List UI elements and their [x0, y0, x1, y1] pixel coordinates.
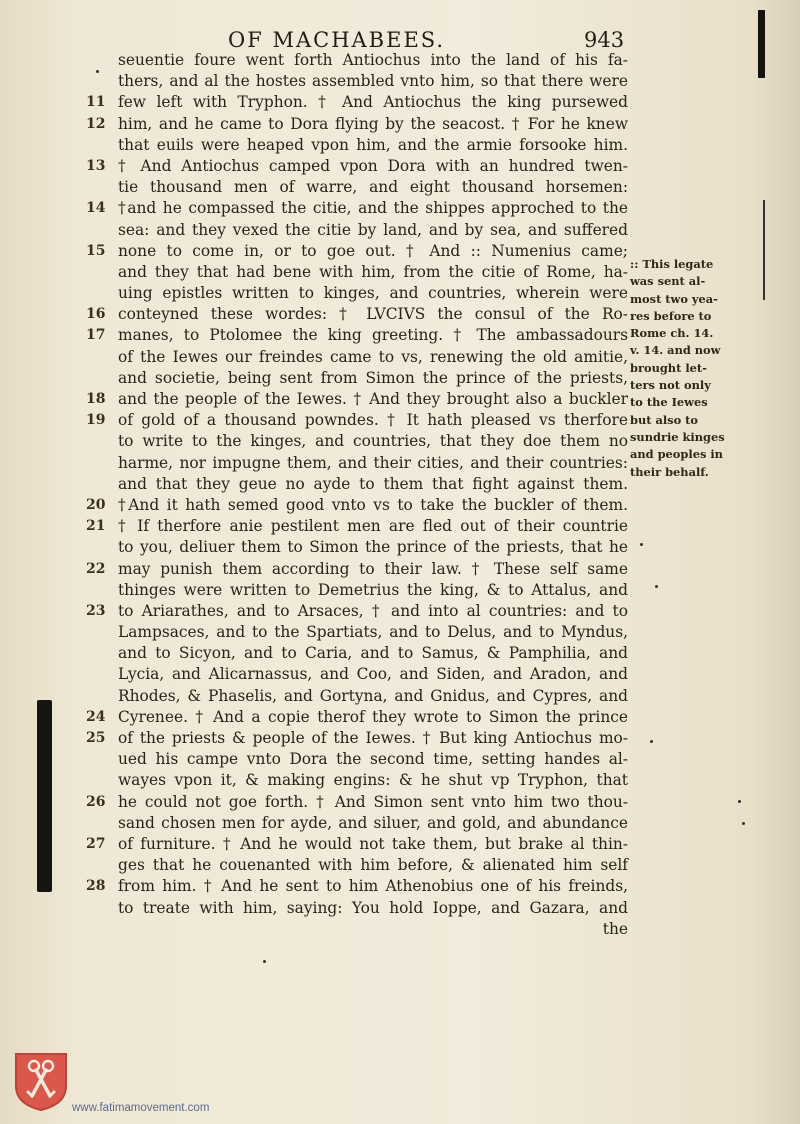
- line-text: seuentie foure went forth Antiochus into the land of his fa-: [118, 51, 628, 69]
- right-margin-rule: [763, 200, 765, 300]
- line-text: Lampsaces, and to the Spartiats, and to Delus, and to Myndus,: [118, 623, 628, 642]
- verse-number: 11: [86, 94, 106, 111]
- margin-note-line: Rome ch. 14.: [630, 326, 714, 341]
- verse-number: 19: [86, 412, 106, 429]
- text-line: [88, 876, 628, 897]
- text-line: [88, 71, 628, 92]
- text-line: [88, 770, 628, 791]
- line-text: of furniture. † And he would not take them, but brake al thin-: [118, 834, 628, 853]
- ink-speck: [742, 822, 745, 825]
- text-line: [88, 919, 628, 940]
- verse-number: 21: [86, 518, 106, 535]
- text-line: [88, 474, 628, 495]
- line-text: ges that he couenanted with him before, & alienated him self: [118, 856, 628, 875]
- text-line: [88, 220, 628, 241]
- line-text: to write to the kinges, and countries, that they doe them no: [118, 432, 628, 451]
- line-text: † If therfore anie pestilent men are fled out of their countrie: [118, 517, 628, 536]
- line-text: to Ariarathes, and to Arsaces, † and into al countries: and to: [118, 601, 628, 620]
- text-line: [88, 198, 628, 219]
- margin-note-line: to the Iewes: [630, 395, 708, 410]
- line-text: sea: and they vexed the citie by land, and by sea, and suffered: [118, 220, 628, 239]
- verse-number: 28: [86, 878, 106, 895]
- margin-note-line: :: This legate: [630, 257, 714, 271]
- margin-note-line: was sent al-: [630, 274, 706, 289]
- verse-number: 13: [86, 157, 106, 174]
- line-text: uing epistles written to kinges, and countries, wherein were: [118, 284, 628, 303]
- text-line: [88, 664, 628, 685]
- text-line: [88, 792, 628, 813]
- line-text: he could not goe forth. † And Simon sent vnto him two thou-: [118, 792, 628, 811]
- verse-number: 17: [86, 327, 106, 344]
- text-line: [88, 368, 628, 389]
- line-text: none to come in, or to goe out. † And :: Numenius came;: [118, 241, 628, 260]
- text-line: [88, 135, 628, 156]
- text-line: [88, 347, 628, 368]
- left-edge-bar: [37, 700, 52, 892]
- ink-speck: [640, 543, 643, 546]
- line-text: and the people of the Iewes. † And they brought also a buckler: [118, 390, 628, 408]
- line-text: wayes vpon it, & making engins: & he shut vp Tryphon, that: [118, 771, 628, 790]
- line-text: to treate with him, saying: You hold Ioppe, and Gazara, and: [118, 898, 628, 917]
- line-text: and they that had bene with him, from the citie of Rome, ha-: [118, 262, 628, 281]
- verse-number: 22: [86, 560, 106, 577]
- text-line: [88, 50, 628, 71]
- margin-note-line: brought let-: [630, 360, 707, 375]
- margin-note-line: and peoples in: [630, 447, 723, 462]
- text-line: [88, 537, 628, 558]
- verse-number: 16: [86, 306, 106, 323]
- line-text: that euils were heaped vpon him, and the armie forsooke him.: [118, 135, 628, 154]
- text-line: [88, 622, 628, 643]
- body-text: [88, 50, 628, 940]
- line-text: thers, and al the hostes assembled vnto him, so that there were: [118, 72, 628, 91]
- text-line: [88, 495, 628, 516]
- logo-shield-icon: [14, 1052, 68, 1112]
- ink-speck: [650, 740, 653, 743]
- line-text: of the priests & people of the Iewes. † But king Antiochus mo-: [118, 729, 628, 747]
- line-text: thinges were written to Demetrius the king, & to Attalus, and: [118, 580, 628, 599]
- ink-speck: [96, 70, 99, 73]
- line-text: † And Antiochus camped vpon Dora with an hundred twen-: [118, 156, 628, 175]
- ink-speck: [738, 800, 741, 803]
- verse-number: 14: [86, 200, 106, 217]
- text-line: [88, 410, 628, 431]
- verse-number: 27: [86, 835, 106, 852]
- line-text: manes, to Ptolomee the king greeting. † The ambassadours: [118, 326, 628, 345]
- text-line: [88, 92, 628, 113]
- line-text: and societie, being sent from Simon the prince of the priests,: [118, 368, 628, 387]
- line-text: of gold of a thousand powndes. † It hath pleased vs therfore: [118, 411, 628, 430]
- line-text: †and he compassed the citie, and the shippes approched to the: [118, 199, 628, 218]
- margin-note-line: res before to: [630, 308, 712, 323]
- ink-speck: [655, 585, 658, 588]
- margin-note-line: sundrie kinges: [630, 429, 725, 444]
- line-text: and that they geue no ayde to them that fight against them.: [118, 474, 628, 493]
- text-line: [88, 325, 628, 346]
- text-line: [88, 728, 628, 749]
- text-line: [88, 262, 628, 283]
- line-text: may punish them according to their law. † These self same: [118, 559, 628, 578]
- margin-note-line: but also to: [630, 412, 699, 427]
- verse-number: 23: [86, 602, 106, 619]
- text-line: [88, 389, 628, 410]
- verse-number: 12: [86, 115, 106, 132]
- text-line: [88, 749, 628, 770]
- text-line: [88, 707, 628, 728]
- line-text: Rhodes, & Phaselis, and Gortyna, and Gnidus, and Cypres, and: [118, 686, 628, 705]
- text-line: [88, 898, 628, 919]
- margin-note-line: v. 14. and now: [630, 343, 721, 358]
- verse-number: 26: [86, 793, 106, 810]
- line-text: from him. † And he sent to him Athenobius one of his freinds,: [118, 877, 628, 896]
- text-line: [88, 855, 628, 876]
- line-text: and to Sicyon, and to Caria, and to Samus, & Pamphilia, and: [118, 644, 628, 663]
- text-line: [88, 516, 628, 537]
- text-line: [88, 156, 628, 177]
- margin-note: [630, 256, 740, 481]
- text-line: [88, 114, 628, 135]
- margin-note-line: ters not only: [630, 378, 711, 393]
- text-line: [88, 304, 628, 325]
- text-line: [88, 601, 628, 622]
- footer-url[interactable]: www.fatimamovement.com: [72, 1102, 210, 1114]
- verse-number: 18: [86, 391, 106, 407]
- text-line: [88, 241, 628, 262]
- margin-note-line: their behalf.: [630, 464, 709, 479]
- text-line: [88, 177, 628, 198]
- line-text: ued his campe vnto Dora the second time, setting handes al-: [118, 750, 628, 769]
- verse-number: 24: [86, 708, 106, 725]
- line-text: few left with Tryphon. † And Antiochus the king pursewed: [118, 93, 628, 112]
- line-text: tie thousand men of warre, and eight thousand horsemen:: [118, 178, 628, 197]
- margin-note-line: most two yea-: [630, 291, 718, 306]
- verse-number: 15: [86, 242, 106, 259]
- text-line: [88, 834, 628, 855]
- line-text: him, and he came to Dora flying by the seacost. † For he knew: [118, 114, 628, 133]
- line-text: †And it hath semed good vnto vs to take the buckler of them.: [118, 495, 628, 514]
- text-line: [88, 453, 628, 474]
- text-line: [88, 643, 628, 664]
- line-text: to you, deliuer them to Simon the prince of the priests, that he: [118, 538, 628, 557]
- page-number: 943: [584, 28, 625, 52]
- text-line: [88, 431, 628, 452]
- line-text: the: [602, 919, 628, 938]
- line-text: of the Iewes our freindes came to vs, renewing the old amitie,: [118, 347, 628, 366]
- line-text: conteyned these wordes: † LVCIVS the consul of the Ro-: [118, 305, 628, 324]
- text-line: [88, 686, 628, 707]
- line-text: harme, nor impugne them, and their cities, and their countries:: [118, 453, 628, 472]
- line-text: Lycia, and Alicarnassus, and Coo, and Siden, and Aradon, and: [118, 665, 628, 684]
- text-line: [88, 559, 628, 580]
- line-text: Cyrenee. † And a copie therof they wrote to Simon the prince: [118, 707, 628, 726]
- verse-number: 20: [86, 496, 106, 513]
- ink-speck: [263, 960, 266, 963]
- verse-number: 25: [86, 730, 106, 746]
- text-line: [88, 813, 628, 834]
- line-text: sand chosen men for ayde, and siluer, and gold, and abundance: [118, 813, 628, 832]
- text-line: [88, 580, 628, 601]
- text-line: [88, 283, 628, 304]
- running-title: OF MACHABEES.: [228, 28, 446, 52]
